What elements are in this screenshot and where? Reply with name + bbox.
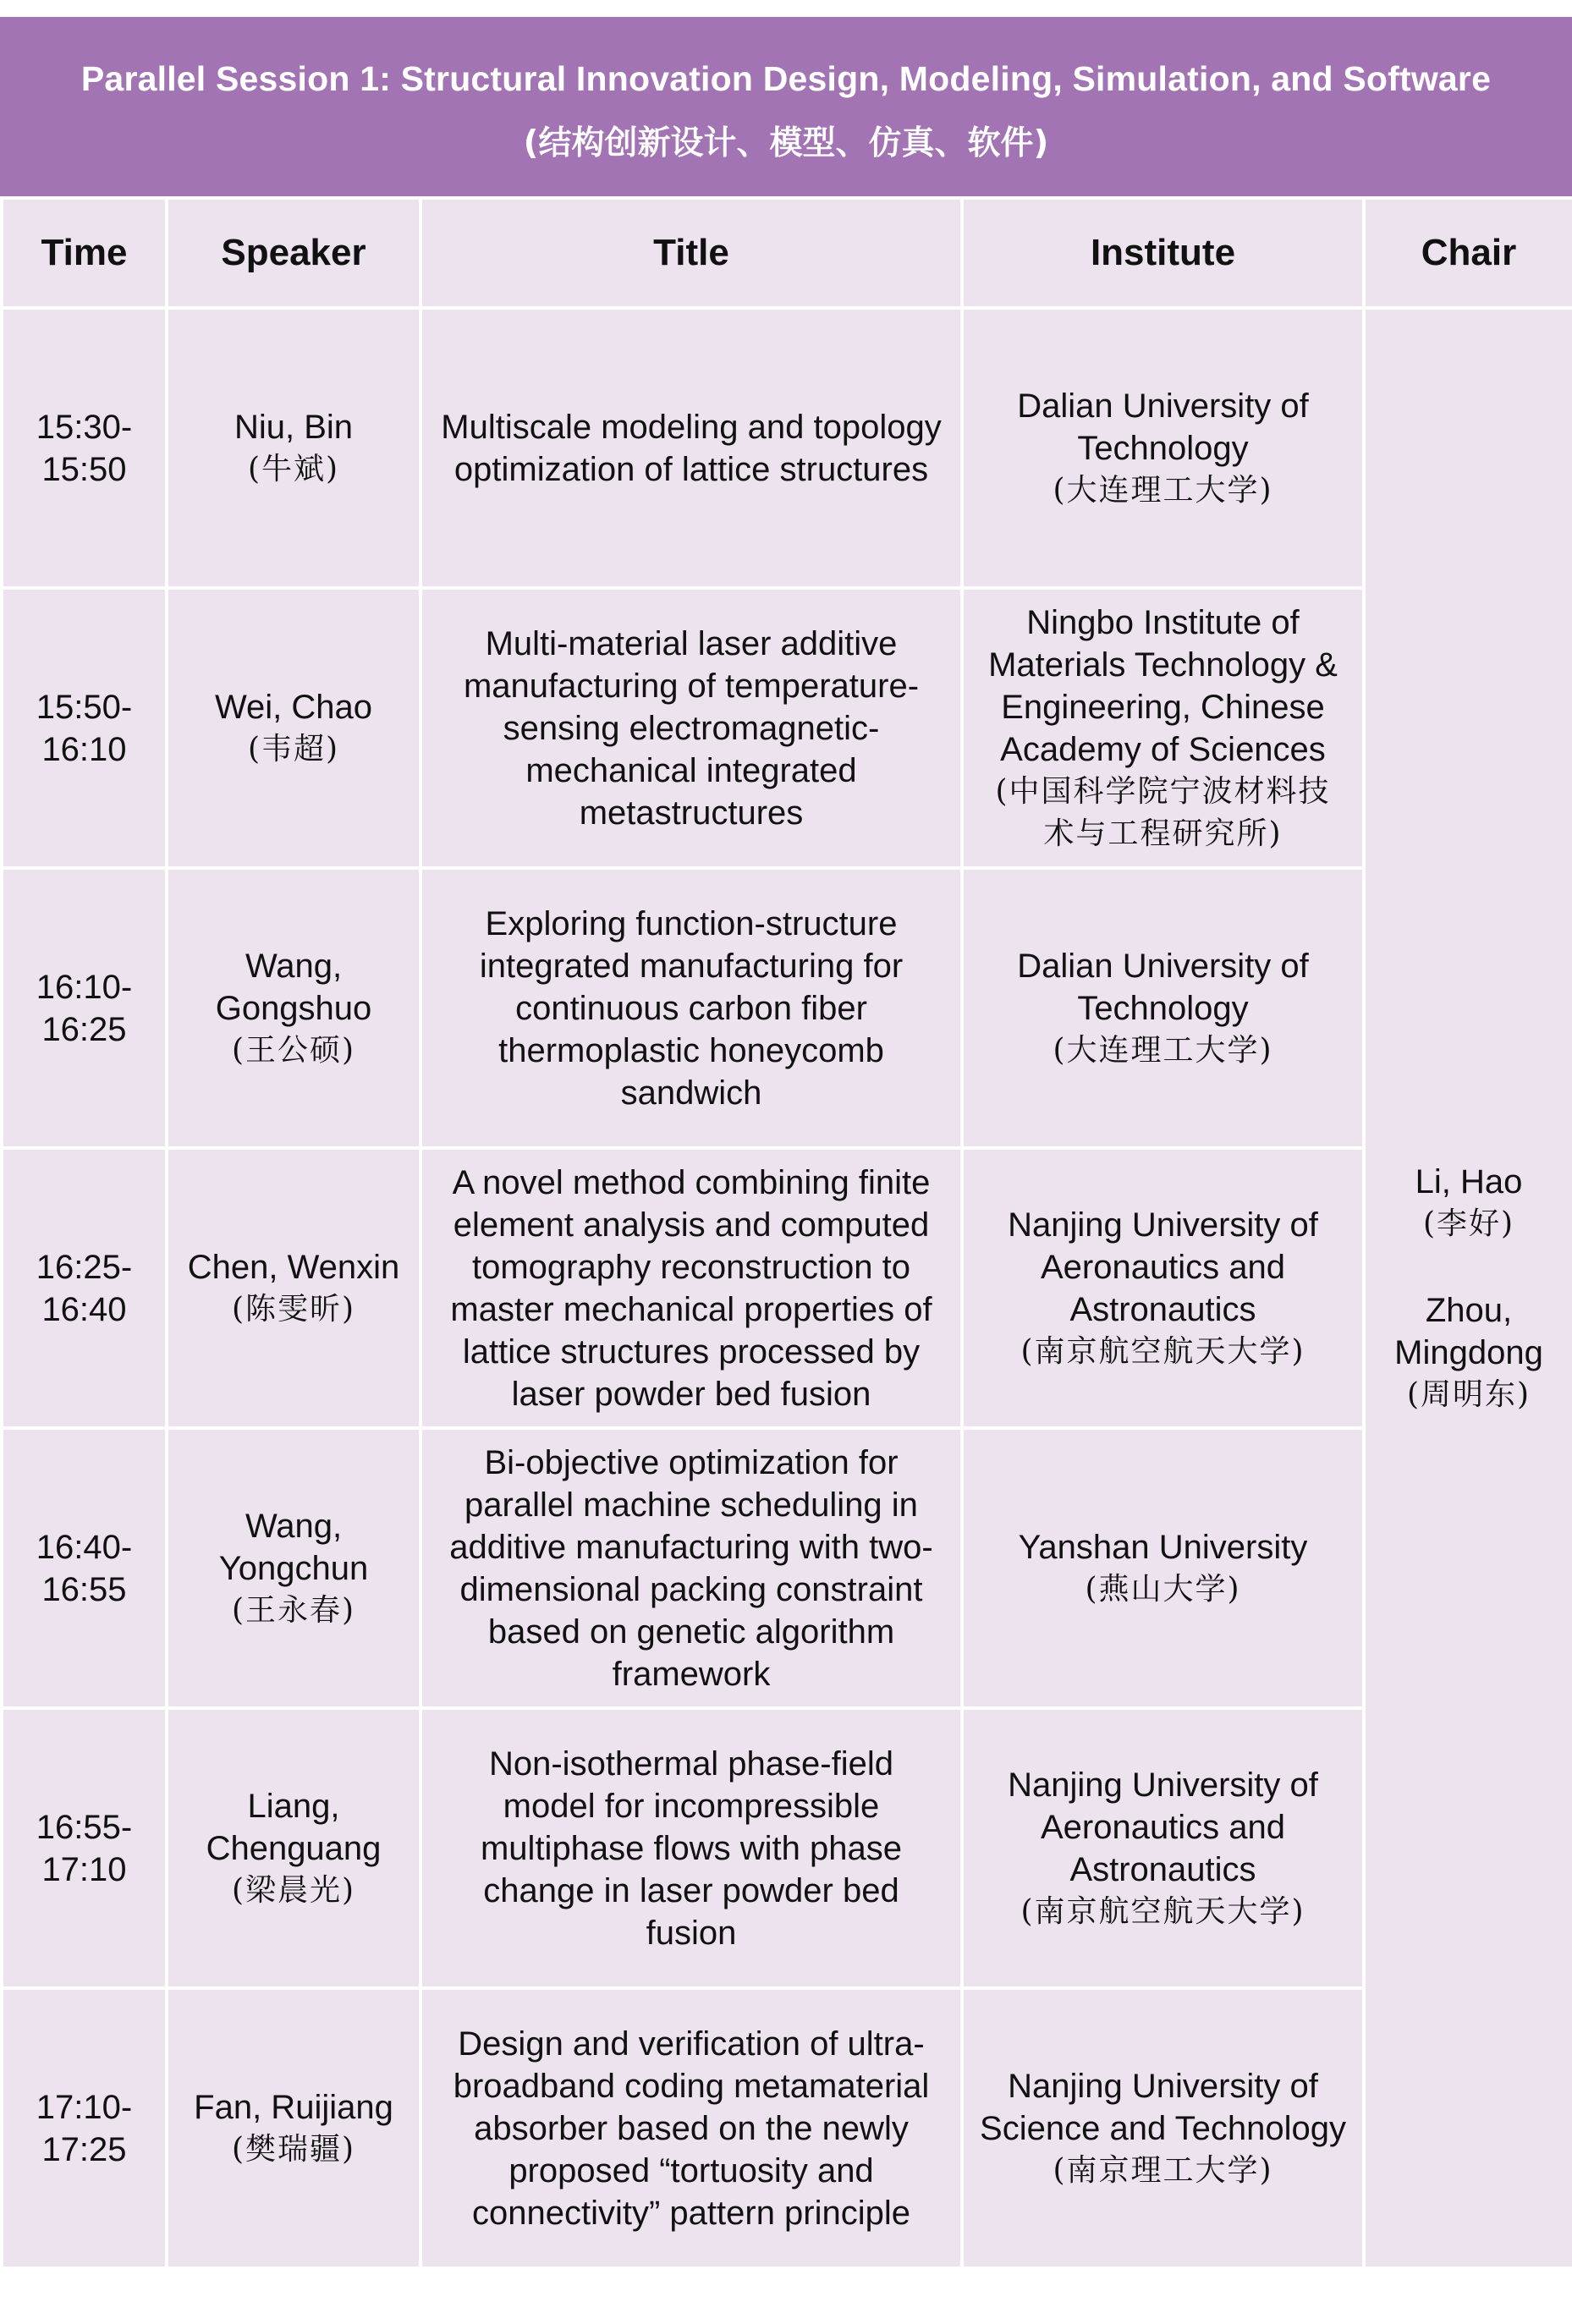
institute-line: Astronautics — [1069, 1850, 1256, 1888]
header-time: Time — [2, 198, 167, 308]
institute-line-zh: (燕山大学) — [1085, 1571, 1241, 1607]
chair-name: Li, Hao — [1415, 1162, 1523, 1200]
speaker-name: Chenguang — [206, 1829, 382, 1867]
schedule-table — [0, 196, 1572, 2270]
institute-cell — [962, 308, 1364, 588]
chair-spacer — [1372, 1245, 1565, 1289]
institute-line: Technology — [1077, 989, 1249, 1027]
talk-title-line: dimensional packing constraint — [459, 1570, 923, 1608]
speaker-name-zh: (樊瑞疆) — [231, 2131, 356, 2167]
session-subtitle: (结构创新设计、模型、仿真、软件) — [523, 124, 1049, 162]
speaker-name: Fan, Ruijiang — [194, 2088, 393, 2126]
time-cell — [2, 308, 167, 588]
speaker-name: Liang, — [247, 1787, 340, 1825]
chair-cell — [1364, 308, 1572, 2268]
institute-line-zh: (大连理工大学) — [1053, 1032, 1273, 1068]
speaker-cell — [167, 1428, 420, 1708]
time-end: 15:50 — [41, 450, 127, 488]
header-speaker: Speaker — [167, 198, 420, 308]
speaker-name: Gongshuo — [215, 989, 372, 1027]
time-start: 16:10- — [36, 968, 133, 1006]
time-end: 17:25 — [41, 2130, 127, 2168]
speaker-name-zh: (牛斌) — [247, 451, 340, 486]
talk-title-line: Design and verification of ultra- — [458, 2025, 925, 2063]
speaker-cell — [167, 1708, 420, 1988]
institute-line-zh: (大连理工大学) — [1053, 472, 1273, 508]
speaker-name: Yongchun — [218, 1549, 369, 1587]
time-start: 16:40- — [36, 1528, 133, 1566]
institute-line: Astronautics — [1069, 1290, 1256, 1328]
time-cell — [2, 1988, 167, 2268]
institute-cell — [962, 1708, 1364, 1988]
talk-title-line: change in laser powder bed — [483, 1871, 899, 1909]
talk-title-line: thermoplastic honeycomb — [498, 1031, 884, 1069]
institute-line: Nanjing University of — [1008, 1206, 1318, 1244]
talk-title-line: Multiscale modeling and topology — [441, 408, 942, 446]
time-end: 16:25 — [41, 1010, 127, 1048]
talk-title-line: parallel machine scheduling in — [464, 1486, 918, 1524]
talk-title-line: based on genetic algorithm — [487, 1613, 895, 1651]
talk-title-line: laser powder bed fusion — [511, 1375, 871, 1413]
talk-title-line: framework — [612, 1655, 771, 1693]
talk-title-line: Multi-material laser additive — [485, 624, 898, 662]
institute-line: Technology — [1077, 429, 1249, 467]
header-row — [2, 198, 1572, 308]
header-institute: Institute — [962, 198, 1364, 308]
time-start: 16:25- — [36, 1248, 133, 1286]
speaker-cell — [167, 308, 420, 588]
time-end: 16:10 — [41, 730, 127, 768]
institute-line-zh: (中国科学院宁波材料技 — [995, 773, 1331, 809]
speaker-name: Chen, Wenxin — [187, 1248, 400, 1286]
talk-title-line: manufacturing of temperature- — [463, 667, 920, 705]
schedule-body — [2, 308, 1572, 2268]
talk-title-line: lattice structures processed by — [462, 1332, 921, 1371]
table-row — [2, 588, 1572, 868]
talk-title-line: Bi-objective optimization for — [484, 1443, 899, 1481]
institute-cell — [962, 868, 1364, 1148]
talk-title-line: fusion — [646, 1914, 737, 1952]
chair-name-zh: (周明东) — [1406, 1376, 1531, 1412]
institute-cell — [962, 1428, 1364, 1708]
talk-title-line: broadband coding metamaterial — [453, 2067, 930, 2105]
time-cell — [2, 1428, 167, 1708]
institute-line-zh: 术与工程研究所) — [1043, 816, 1283, 851]
institute-line: Science and Technology — [980, 2109, 1346, 2147]
talk-title-line: continuous carbon fiber — [515, 989, 867, 1027]
time-cell — [2, 868, 167, 1148]
session-title: Parallel Session 1: Structural Innovation Design, Modeling, Simulation, and Software — [80, 59, 1492, 98]
institute-line: Academy of Sciences — [1000, 730, 1326, 768]
time-start: 15:30- — [36, 408, 133, 446]
talk-title-line: metastructures — [579, 794, 804, 832]
talk-title-line: sensing electromagnetic- — [503, 709, 880, 747]
talk-title-line: master mechanical properties of — [450, 1290, 932, 1328]
speaker-name-zh: (王永春) — [231, 1592, 356, 1628]
chair-name-zh: (李好) — [1422, 1206, 1515, 1241]
talk-title-line: element analysis and computed — [453, 1206, 930, 1244]
institute-cell — [962, 1148, 1364, 1428]
talk-title-line: Non-isothermal phase-field — [488, 1744, 893, 1783]
talk-title-line: model for incompressible — [503, 1787, 880, 1825]
speaker-cell — [167, 868, 420, 1148]
table-row — [2, 308, 1572, 588]
header-chair: Chair — [1364, 198, 1572, 308]
talk-title-line: multiphase flows with phase — [480, 1829, 903, 1867]
speaker-name: Wang, — [245, 947, 343, 985]
title-cell — [420, 868, 962, 1148]
talk-title-line: additive manufacturing with two- — [449, 1528, 933, 1566]
talk-title-line: optimization of lattice structures — [453, 450, 929, 488]
talk-title-line: connectivity” pattern principle — [471, 2194, 911, 2232]
institute-line-zh: (南京航空航天大学) — [1020, 1333, 1305, 1369]
header-title: Title — [420, 198, 962, 308]
institute-line: Aeronautics and — [1040, 1248, 1286, 1286]
institute-cell — [962, 588, 1364, 868]
chair-name: Mingdong — [1394, 1333, 1543, 1371]
talk-title-line: tomography reconstruction to — [471, 1248, 911, 1286]
time-end: 16:55 — [41, 1570, 127, 1608]
table-row — [2, 1428, 1572, 1708]
title-cell — [420, 588, 962, 868]
speaker-cell — [167, 588, 420, 868]
talk-title-line: mechanical integrated — [525, 751, 857, 789]
table-row — [2, 1708, 1572, 1988]
chair-name: Zhou, — [1425, 1291, 1513, 1329]
institute-line-zh: (南京航空航天大学) — [1020, 1893, 1305, 1929]
speaker-name-zh: (王公硕) — [231, 1032, 356, 1068]
talk-title-line: absorber based on the newly — [474, 2109, 909, 2147]
speaker-cell — [167, 1988, 420, 2268]
time-cell — [2, 1708, 167, 1988]
talk-title-line: sandwich — [620, 1074, 762, 1112]
talk-title-line: integrated manufacturing for — [479, 947, 904, 985]
title-cell — [420, 1428, 962, 1708]
institute-cell — [962, 1988, 1364, 2268]
institute-line: Materials Technology & — [988, 646, 1338, 684]
speaker-name: Wei, Chao — [214, 688, 372, 726]
talk-title-line: proposed “tortuosity and — [508, 2151, 874, 2189]
title-cell — [420, 1988, 962, 2268]
institute-line: Nanjing University of — [1008, 1766, 1318, 1804]
time-end: 17:10 — [41, 1850, 127, 1888]
institute-line: Engineering, Chinese — [1001, 688, 1325, 726]
institute-line: Aeronautics and — [1040, 1808, 1286, 1846]
table-row — [2, 868, 1572, 1148]
speaker-name: Wang, — [245, 1507, 343, 1545]
title-cell — [420, 1708, 962, 1988]
speaker-name: Niu, Bin — [234, 408, 354, 446]
institute-line: Dalian University of — [1017, 387, 1309, 425]
time-cell — [2, 588, 167, 868]
time-start: 16:55- — [36, 1808, 133, 1846]
institute-line: Yanshan University — [1018, 1528, 1308, 1566]
speaker-name-zh: (陈雯昕) — [231, 1291, 356, 1327]
time-end: 16:40 — [41, 1290, 127, 1328]
title-cell — [420, 1148, 962, 1428]
institute-line: Nanjing University of — [1008, 2067, 1318, 2105]
time-cell — [2, 1148, 167, 1428]
session-banner — [0, 17, 1572, 196]
speaker-cell — [167, 1148, 420, 1428]
table-row — [2, 1148, 1572, 1428]
title-cell — [420, 308, 962, 588]
table-row — [2, 1988, 1572, 2268]
institute-line-zh: (南京理工大学) — [1053, 2152, 1273, 2188]
institute-line: Dalian University of — [1017, 947, 1309, 985]
time-start: 15:50- — [36, 688, 133, 726]
speaker-name-zh: (梁晨光) — [231, 1872, 356, 1908]
talk-title-line: A novel method combining finite — [452, 1163, 931, 1201]
institute-line: Ningbo Institute of — [1026, 603, 1300, 641]
time-start: 17:10- — [36, 2088, 133, 2126]
talk-title-line: Exploring function-structure — [485, 904, 898, 942]
speaker-name-zh: (韦超) — [247, 731, 340, 766]
